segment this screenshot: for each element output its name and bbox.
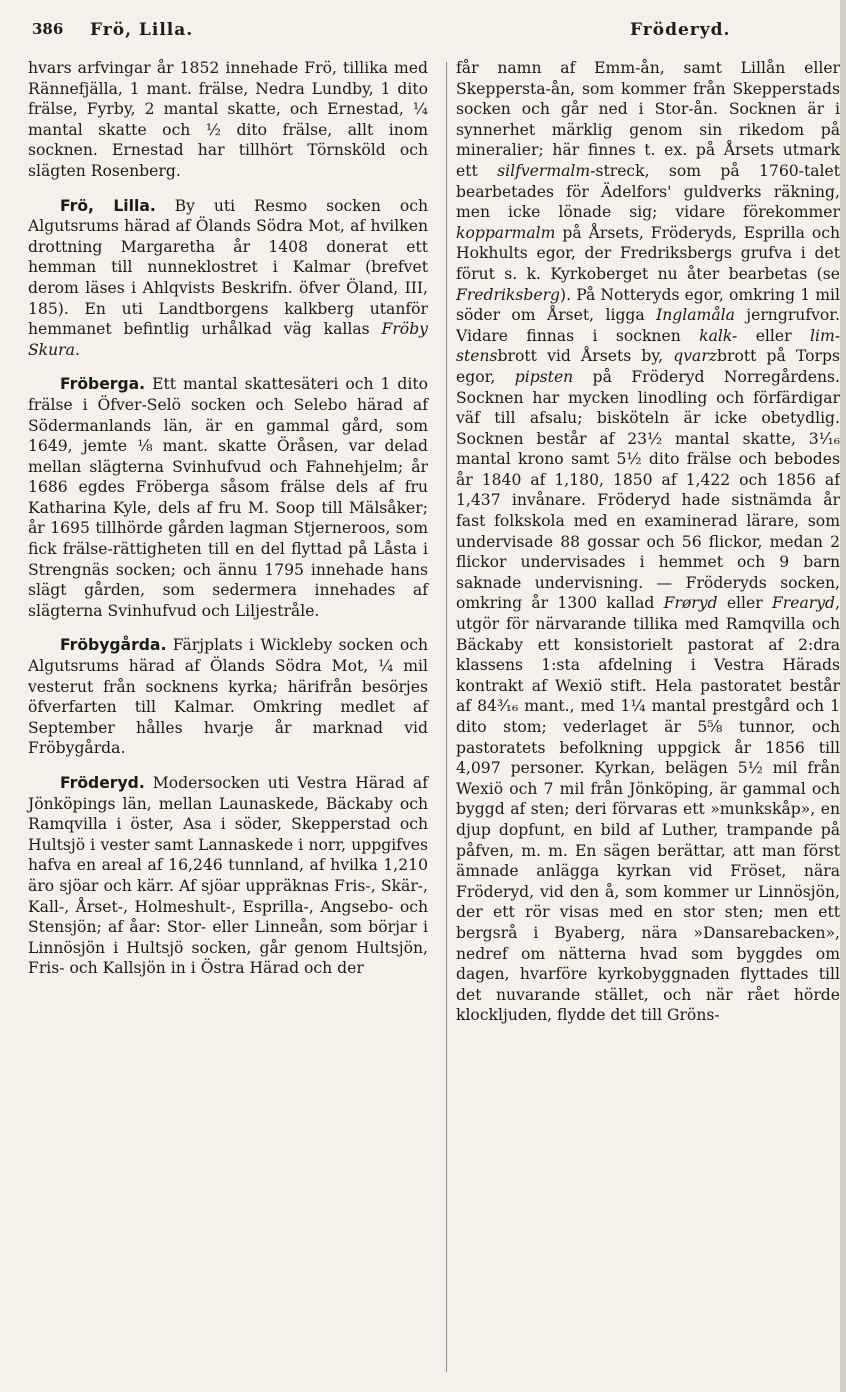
left-column [28, 58, 428, 979]
entry-frobygarda: Fröbygårda. Färjplats i Wickleby socken och Algutsrums härad af Ölands Södra Mot, ¼ mil vesterut från socknens kyrka; härifrån besörjes öfverfarten till Kalmar. Omkring medlet af September hålles hvarje år marknad vid Fröbygårda. [28, 636, 428, 758]
left-running-title: Frö, Lilla. [90, 20, 194, 40]
entry-headword: Frö, Lilla. [60, 196, 156, 215]
entry-froderyd: Fröderyd. Modersocken uti Vestra Härad af Jönköpings län, mellan Launaskede, Bäckaby och Ramqvilla i öster, Asa i söder, Skepperstad och Hultsjö i vester samt Lannaskede i norr, uppgifves hafva en areal af 16,246 tunnland, af hvilka 1,210 äro sjöar och kärr. Af sjöar uppräknas Fris-, Skär-, Kall-, Årset-, Holmeshult-, Esprilla-, Angsebo- och Stensjön; af åar: Stor- eller Linneån, som börjar i Linnösjön i Hultsjö socken, går genom Hultsjön, Fris- och Kallsjön in i Östra Härad och der [28, 774, 428, 978]
entry-fro-lilla: Frö, Lilla. By uti Resmo socken och Algutsrums härad af Ölands Södra Mot, af hvilken drottning Margaretha år 1408 donerat ett hemman till nunneklostret i Kalmar (brefvet derom läses i Ahlqvists Beskrifn. öfver Öland, III, 185). En uti Landtborgens kalkberg utanför hemmanet befintlig urhålkad väg kallas Fröby Skura. [28, 196, 428, 359]
entry-headword: Fröbygårda. [60, 636, 167, 655]
running-header [0, 10, 846, 50]
right-running-title: Fröderyd. [630, 20, 731, 40]
right-column [456, 58, 840, 1026]
column-divider [446, 62, 447, 1372]
page-number: 386 [32, 20, 64, 38]
page-edge [840, 0, 846, 1392]
entry-headword: Fröderyd. [60, 774, 145, 792]
entry-headword: Fröberga. [60, 375, 146, 394]
entry-froberga: Fröberga. Ett mantal skattesäteri och 1 dito frälse i Öfver-Selö socken och Selebo härad af Södermanlands län, är en gammal gård, som 1649, jemte ⅛ mant. skatte Öråsen, var delad mellan slägterna Svinhufvud och Fahnehjelm; år 1686 egdes Fröberga såsom frälse dels af fru Katharina Kyle, dels af fru M. Soop till Mälsåker; år 1695 tillhörde gården lagman Stjerneroos, som fick frälse-rättigheten till en del flyttad på Låsta i Strengnäs socken; och ännu 1795 innehade hans slägt gården, som sedermera innehades af slägterna Svinhufvud och Liljestråle. [28, 375, 428, 620]
paragraph-continued-froderyd: får namn af Emm-ån, samt Lillån eller Skeppersta-ån, som kommer från Skepperstads socken och går ned i Stor-ån. Socknen är i synnerhet märklig genom sin rikedom på mineralier; här finnes t. ex. på Årsets utmark ett silfvermalm-streck, som på 1760-talet bearbetades för Ädelfors' guldverks räkning, men icke lönade sig; vidare förekommer kopparmalm på Årsets, Fröderyds, Esprilla och Hokhults egor, der Fredriksbergs grufva i det förut s. k. Kyrkoberget nu åter bearbetas (se Fredriksberg). På Notteryds egor, omkring 1 mil söder om Årset, ligga Inglamåla jerngrufvor. Vidare finnas i socknen kalk- eller lim-stensbrott vid Årsets by, qvarzbrott på Torps egor, pipsten på Fröderyd Norregårdens. Socknen har mycken linodling och förfärdigar väf till afsalu; bisköteln är icke obetydlig. Socknen består af 23½ mantal skatte, 3¹⁄₁₆ mantal krono samt 5½ dito frälse och bebodes år 1840 af 1,180, 1850 af 1,422 och 1856 af 1,437 invånare. Fröderyd hade sistnämda år fast folkskola med en examinerad lärare, som undervisade 88 gossar och 56 flickor, medan 2 flickor undervisades i hemmet och 9 barn saknade undervisning. — Fröderyds socken, omkring år 1300 kallad Frøryd eller Frearyd, utgör för närvarande tillika med Ramqvilla och Bäckaby ett konsistorielt pastorat af 2:dra klassens 1:sta afdelning i Vestra Härads kontrakt af Wexiö stift. Hela pastoratet består af 84³⁄₁₆ mant., med 1¼ mantal prestgård och 1 dito stom; vederlaget är 5⅝ tunnor, och pastoratets befolkning uppgick år 1856 till 4,097 personer. Kyrkan, belägen 5½ mil från Wexiö och 7 mil från Jönköping, är gammal och byggd af sten; deri förvaras ett »munkskåp», en djup dopfunt, en bild af Luther, trampande på påfven, m. m. En sägen berättar, att man först ämnade anlägga kyrkan vid Fröset, nära Fröderyd, vid den å, som kommer ur Linnösjön, der ett rör visas med en stor sten; men ett bergsrå i Byaberg, nära »Dansarebacken», nedref om nätterna hvad som byggdes om dagen, hvarföre kyrkobyggnaden flyttades till det nuvarande stället, och när rået hörde klockljuden, flydde det till Gröns- [456, 59, 840, 1025]
paragraph-continued: hvars arfvingar år 1852 innehade Frö, tillika med Rännefjälla, 1 mant. frälse, Nedra Lundby, 1 dito frälse, Fyrby, 2 mantal skatte, och Ernestad, ¼ mantal skatte och ½ dito frälse, allt inom socknen. Ernestad har tillhört Törnsköld och slägten Rosenberg. [28, 59, 428, 180]
